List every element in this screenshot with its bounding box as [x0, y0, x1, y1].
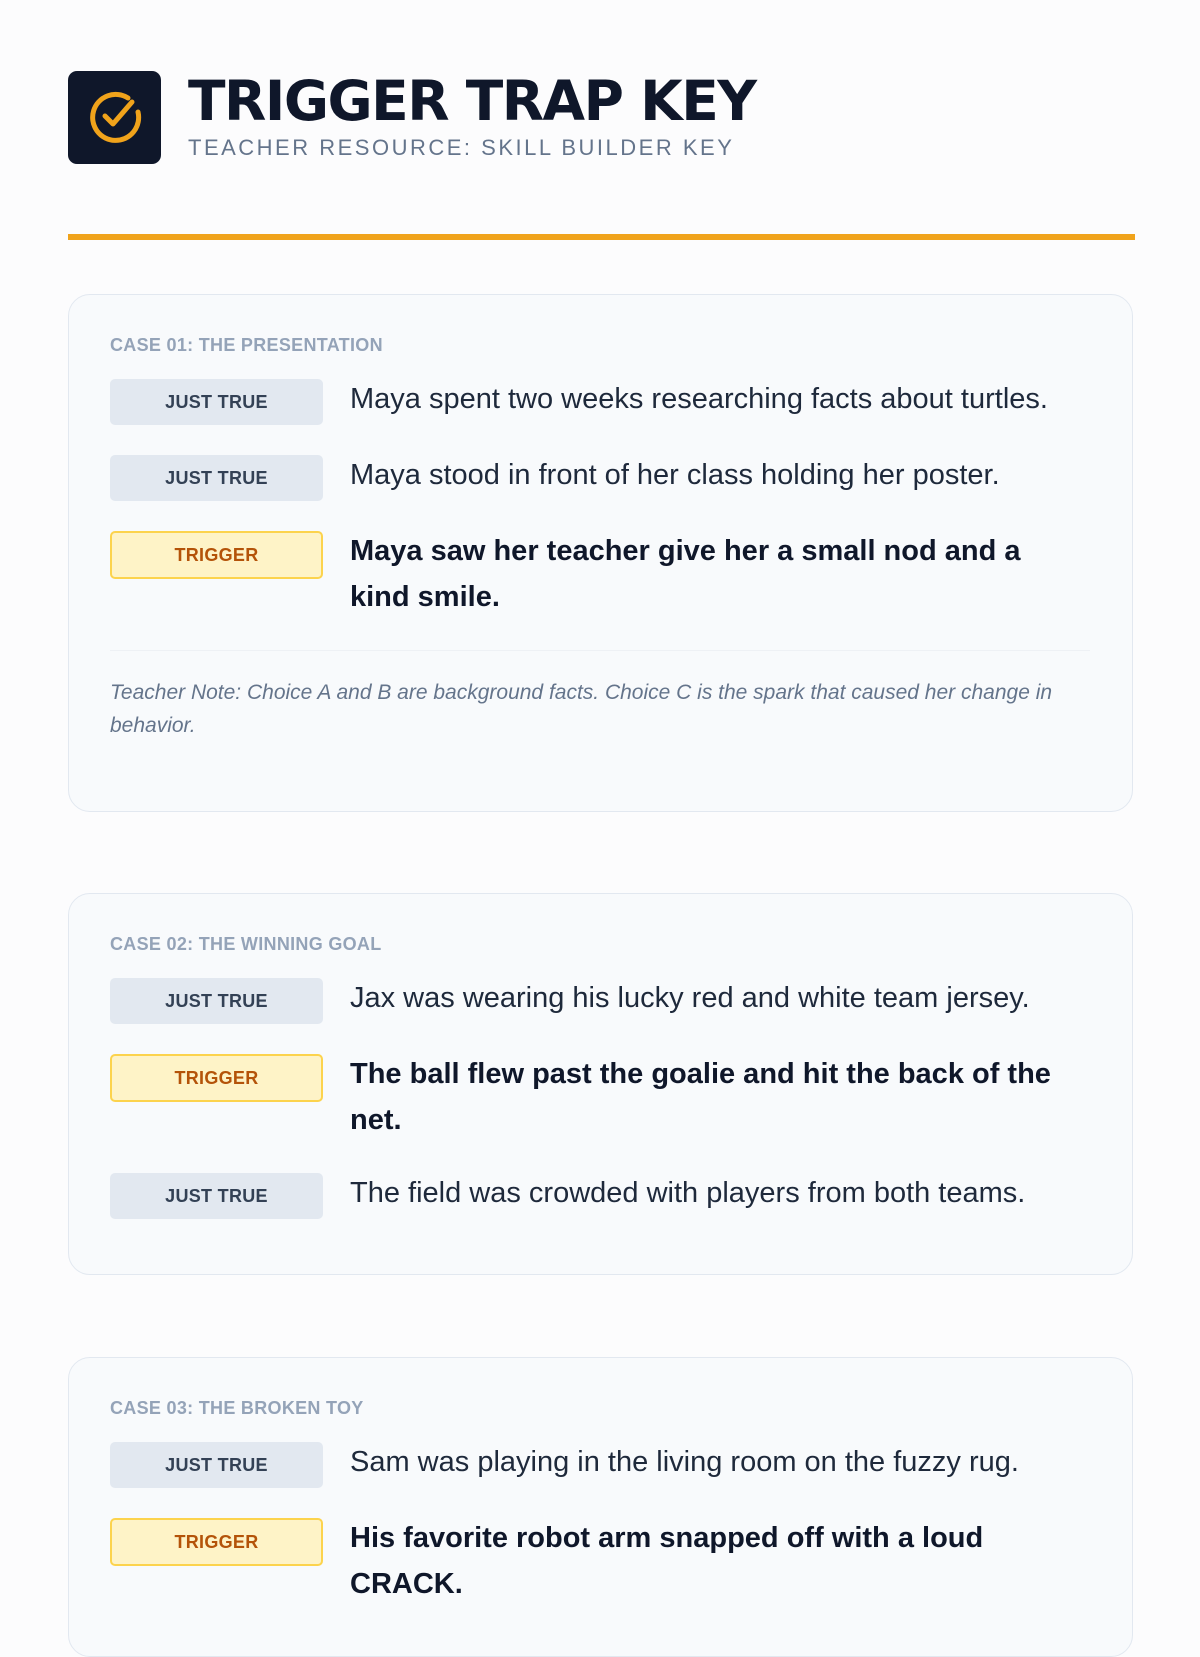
- statement-text: Maya stood in front of her class holding her poster.: [350, 459, 1000, 491]
- case-card-03: [68, 1357, 1133, 1657]
- page-title: TRIGGER TRAP KEY: [188, 69, 756, 133]
- trigger-badge: TRIGGER: [110, 1054, 323, 1102]
- statement-text: Maya spent two weeks researching facts about turtles.: [350, 383, 1048, 415]
- just-true-badge: JUST TRUE: [110, 1173, 323, 1219]
- statement-row: [110, 1442, 1090, 1488]
- teacher-note: Teacher Note: Choice A and B are background facts. Choice C is the spark that caused her change in behavior.: [110, 681, 1053, 737]
- just-true-badge: JUST TRUE: [110, 455, 323, 501]
- just-true-badge: JUST TRUE: [110, 1442, 323, 1488]
- trigger-badge: TRIGGER: [110, 1518, 323, 1566]
- check-circle-icon: [86, 88, 144, 146]
- statement-row: [110, 1518, 1090, 1607]
- statement-row: [110, 531, 1090, 620]
- statement-row: [110, 978, 1090, 1024]
- statement-row: [110, 1173, 1090, 1219]
- just-true-badge: JUST TRUE: [110, 379, 323, 425]
- statement-text: Maya saw her teacher give her a small nod and a kind smile.: [350, 535, 1021, 613]
- case-card-01: [68, 294, 1133, 812]
- just-true-badge: JUST TRUE: [110, 978, 323, 1024]
- statement-row: [110, 1054, 1090, 1143]
- page-header: [68, 70, 756, 164]
- statement-text: The ball flew past the goalie and hit the back of the net.: [350, 1058, 1051, 1136]
- statement-text: Jax was wearing his lucky red and white team jersey.: [350, 982, 1030, 1014]
- statement-row: [110, 455, 1090, 501]
- case-card-02: [68, 893, 1133, 1275]
- statement-text: The field was crowded with players from both teams.: [350, 1177, 1026, 1209]
- logo: [68, 71, 161, 164]
- accent-divider: [68, 234, 1135, 240]
- statement-text: His favorite robot arm snapped off with a loud CRACK.: [350, 1522, 984, 1600]
- case-label: CASE 02: THE WINNING GOAL: [110, 934, 382, 954]
- case-label: CASE 01: THE PRESENTATION: [110, 335, 383, 355]
- statement-row: [110, 379, 1090, 425]
- trigger-badge: TRIGGER: [110, 531, 323, 579]
- case-label: CASE 03: THE BROKEN TOY: [110, 1398, 364, 1418]
- statement-text: Sam was playing in the living room on the fuzzy rug.: [350, 1446, 1019, 1478]
- page-subtitle: TEACHER RESOURCE: SKILL BUILDER KEY: [188, 135, 735, 160]
